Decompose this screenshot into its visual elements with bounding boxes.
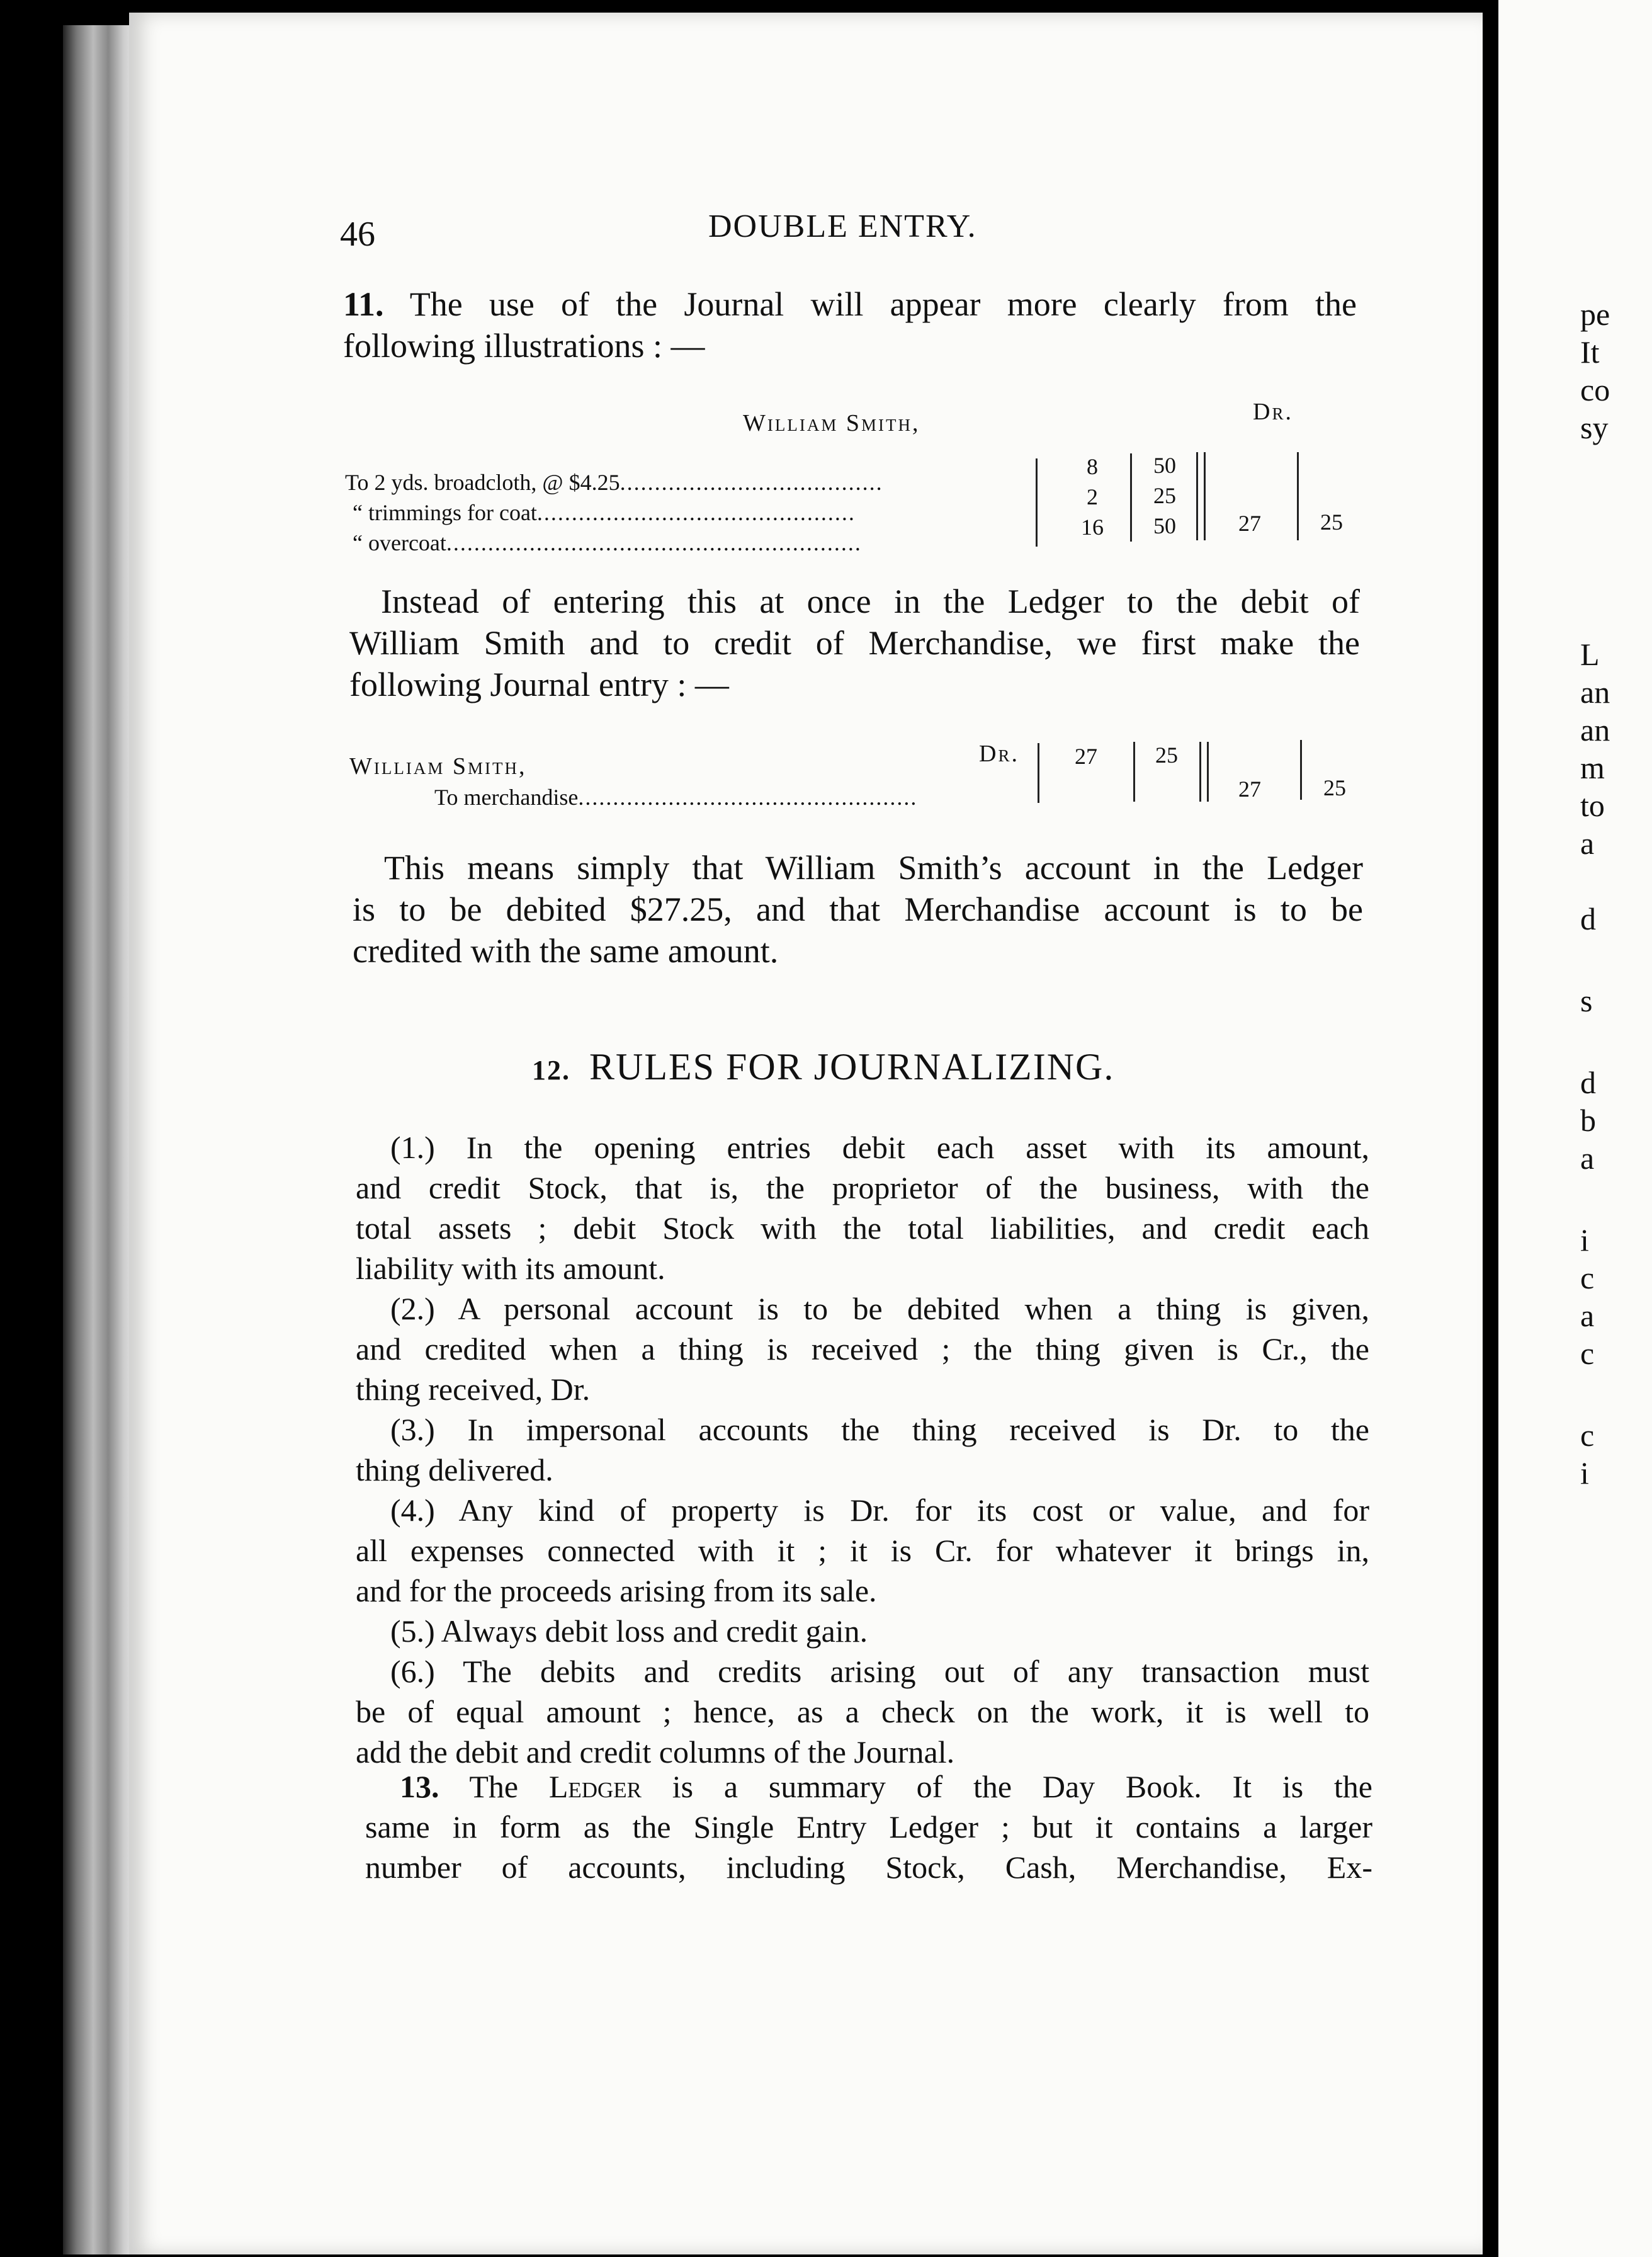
rule-item	[356, 1611, 1369, 1651]
next-page-fragment: a	[1580, 1298, 1595, 1333]
rule-line: (3.) In impersonal accounts the thing received is Dr. to the	[390, 1412, 1369, 1447]
journal-rule-1	[1038, 743, 1039, 803]
next-page-fragment: co	[1580, 372, 1610, 407]
rule-line: (1.) In the opening entries debit each asset with its amount,	[390, 1130, 1369, 1165]
journal-total-dollars: 27	[1238, 776, 1261, 802]
rule-line: all expenses connected with it ; it is Cr. for whatever it brings in,	[356, 1533, 1369, 1568]
paragraph-2-line-2: William Smith and to credit of Merchandise, we first make the	[349, 624, 1360, 662]
next-page-fragment: m	[1580, 750, 1605, 785]
next-page-fragment: an	[1580, 712, 1610, 748]
next-page-fragment: It	[1580, 334, 1600, 370]
rule-line: and credit Stock, that is, the proprietor of the business, with the	[356, 1170, 1369, 1205]
journal-debit-account: William Smith,	[349, 753, 527, 780]
ledger-dr-label: Dr.	[1253, 399, 1293, 425]
next-page-fragment: pe	[1580, 297, 1610, 332]
ledger-rule-2	[1130, 453, 1132, 542]
ledger-row-2-text: “ trimmings for coat	[353, 500, 537, 525]
section-13-line-1: is a summary of the Day Book. It is the	[672, 1769, 1372, 1804]
paragraph-2-line-1: Instead of entering this at once in the Ledger to the debit of	[381, 583, 1360, 620]
ledger-dollars-3: 16	[1081, 515, 1104, 540]
section-12-title: RULES FOR JOURNALIZING.	[589, 1046, 1115, 1088]
rule-line: and for the proceeds arising from its sale.	[356, 1573, 877, 1608]
section-13-line-2: same in form as the Single Entry Ledger ; but it contains a larger	[365, 1809, 1372, 1845]
section-12-heading	[532, 1045, 1114, 1089]
journal-rule-2	[1133, 742, 1135, 802]
next-page-fragment: L	[1580, 637, 1600, 672]
ledger-total-cents: 25	[1320, 509, 1343, 535]
rule-item	[356, 1127, 1369, 1288]
rule-line: be of equal amount ; hence, as a check on the work, it is well to	[356, 1694, 1369, 1729]
next-page-fragment: s	[1580, 983, 1593, 1018]
ledger-rule-4	[1204, 452, 1206, 540]
next-page-fragment: to	[1580, 788, 1605, 823]
rule-line: add the debit and credit columns of the Journal.	[356, 1734, 955, 1770]
section-13-term: Ledger	[548, 1769, 642, 1804]
section-11-line-1: The use of the Journal will appear more clearly from the	[409, 285, 1357, 323]
rule-line: (4.) Any kind of property is Dr. for its cost or value, and for	[390, 1492, 1369, 1528]
journal-total-cents: 25	[1323, 775, 1346, 800]
section-13-paragraph	[365, 1766, 1372, 1887]
ledger-cents-2: 25	[1153, 483, 1176, 508]
journal-dr-label: Dr.	[979, 741, 1019, 767]
journal-cents: 25	[1155, 742, 1178, 768]
rule-item	[356, 1651, 1369, 1772]
ledger-total-dollars: 27	[1238, 511, 1261, 536]
journal-credit-row: To merchandise.................................................	[434, 785, 918, 810]
ledger-cents-3: 50	[1153, 513, 1176, 538]
next-page-fragment: i	[1580, 1222, 1589, 1258]
rule-line: thing received, Dr.	[356, 1372, 591, 1407]
paragraph-2-line-3: following Journal entry : —	[349, 666, 729, 703]
page-number: 46	[340, 215, 375, 254]
ledger-row-1-text: To 2 yds. broadcloth, @ $4.25	[345, 470, 620, 495]
journal-credit-account: To merchandise	[434, 785, 579, 810]
journal-rule-3	[1199, 742, 1201, 802]
next-page-fragment: d	[1580, 901, 1596, 936]
ledger-row-2: “ trimmings for coat..............................................	[353, 500, 856, 525]
ledger-rule-5	[1297, 452, 1299, 540]
next-page-fragment: i	[1580, 1455, 1589, 1491]
rule-line: (5.) Always debit loss and credit gain.	[390, 1613, 868, 1649]
next-page-edge	[1498, 0, 1652, 2257]
paragraph-journal-intro	[349, 581, 1360, 705]
rule-item	[356, 1288, 1369, 1409]
running-head: DOUBLE ENTRY.	[708, 208, 977, 244]
ledger-row-3: “ overcoat............................................................	[353, 530, 862, 555]
rule-line: thing delivered.	[356, 1452, 553, 1487]
next-page-fragment: sy	[1580, 410, 1609, 445]
section-11-paragraph	[343, 283, 1357, 367]
section-13-number: 13.	[400, 1769, 439, 1804]
section-11-number: 11.	[343, 285, 384, 323]
ledger-account-title: William Smith,	[743, 410, 920, 436]
rule-item	[356, 1409, 1369, 1490]
rule-line: (6.) The debits and credits arising out of any transaction must	[390, 1654, 1369, 1689]
paragraph-3-line-2: is to be debited $27.25, and that Merchandise account is to be	[353, 890, 1363, 928]
next-page-fragment: a	[1580, 1140, 1595, 1176]
paragraph-3-line-1: This means simply that William Smith’s account in the Ledger	[384, 849, 1363, 887]
next-page-fragment: c	[1580, 1336, 1595, 1371]
next-page-fragment: an	[1580, 674, 1610, 710]
ledger-row-1: To 2 yds. broadcloth, @ $4.25......................................	[345, 470, 883, 495]
next-page-fragment: d	[1580, 1065, 1596, 1100]
journal-rule-4	[1207, 742, 1209, 802]
section-11-line-2: following illustrations : —	[343, 327, 705, 365]
rule-item	[356, 1490, 1369, 1611]
ledger-rule-3	[1196, 452, 1198, 540]
section-13-lead: The	[469, 1769, 519, 1804]
next-page-fragment: a	[1580, 826, 1595, 861]
rule-line: and credited when a thing is received ; the thing given is Cr., the	[356, 1331, 1369, 1367]
ledger-cents-1: 50	[1153, 453, 1176, 478]
journal-rule-5	[1300, 740, 1302, 800]
ledger-dollars-2: 2	[1087, 484, 1098, 509]
next-page-fragment: c	[1580, 1260, 1595, 1295]
ledger-dollars-1: 8	[1087, 454, 1098, 479]
next-page-fragment: b	[1580, 1103, 1596, 1138]
ledger-row-3-text: “ overcoat	[353, 530, 446, 555]
paragraph-3-line-3: credited with the same amount.	[353, 932, 779, 970]
next-page-fragment: c	[1580, 1418, 1595, 1453]
rule-line: total assets ; debit Stock with the total liabilities, and credit each	[356, 1210, 1369, 1246]
section-13-line-3: number of accounts, including Stock, Cash, Merchandise, Ex-	[365, 1850, 1372, 1885]
rules-list	[356, 1127, 1369, 1772]
rule-line: (2.) A personal account is to be debited when a thing is given,	[390, 1291, 1369, 1326]
book-edge	[63, 25, 139, 2254]
rule-line: liability with its amount.	[356, 1251, 665, 1286]
paragraph-journal-meaning	[353, 847, 1363, 972]
section-12-number: 12.	[532, 1055, 570, 1086]
journal-dollars: 27	[1075, 744, 1097, 769]
ledger-rule-1	[1036, 458, 1038, 547]
